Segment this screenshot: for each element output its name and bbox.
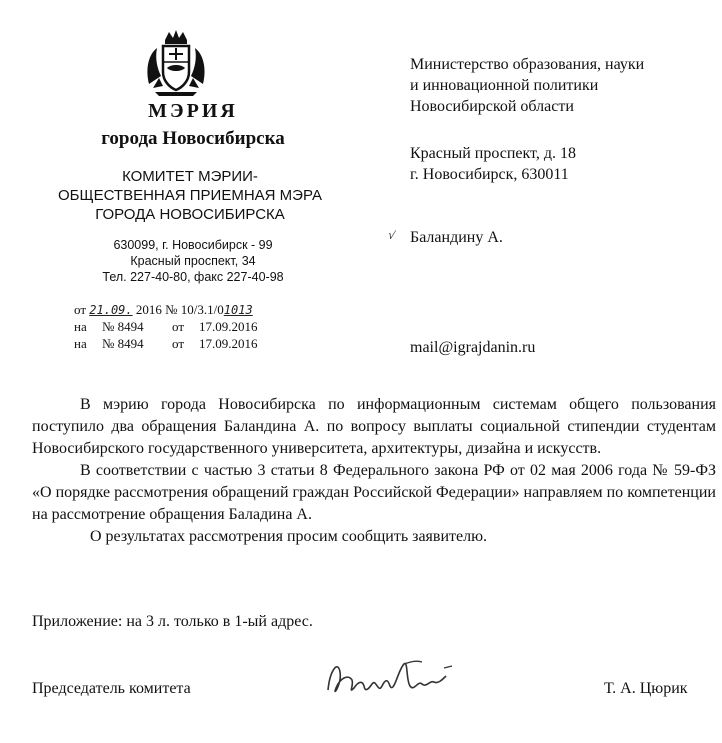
committee-name — [20, 167, 360, 224]
body-paragraph: О результатах рассмотрения просим сообщить заявителю. — [90, 528, 488, 545]
recipient-address — [410, 143, 576, 185]
ref-from: от — [172, 336, 185, 351]
signatory-title: Председатель комитета — [32, 680, 191, 697]
ref-label: на — [74, 336, 87, 351]
letter-body — [32, 394, 716, 548]
sender-address — [40, 237, 346, 285]
recipient-line: Министерство образования, науки — [410, 56, 645, 73]
number-prefix: № 10/3.1/0 — [165, 302, 224, 317]
coat-of-arms-icon — [143, 28, 209, 98]
recipient-line: Новосибирской области — [410, 98, 574, 115]
handwritten-date: 21.09. — [89, 303, 133, 317]
sender-address-line: 630099, г. Новосибирск - 99 — [113, 238, 273, 252]
org-title-mayor: МЭРИЯ — [148, 100, 238, 122]
recipient-line: и инновационной политики — [410, 77, 599, 94]
org-title-city: города Новосибирска — [101, 128, 285, 149]
body-paragraph: В мэрию города Новосибирска по информационным системам общего пользования поступило два обращения Баландина А. по вопросу выплаты социальной стипендии студентам Новосибирского государственного университета, архитектуры, дизайна и искусств. — [32, 396, 716, 457]
body-paragraph: В соответствии с частью 3 статьи 8 Федерального закона РФ от 02 мая 2006 года № 59-ФЗ «О порядке рассмотрения обращений граждан Российской Федерации» направляем по компетенции на рассмотрение обращения Баладина А. — [32, 462, 716, 523]
ref-date: 17.09.2016 — [199, 336, 258, 351]
committee-line: КОМИТЕТ МЭРИИ- — [122, 168, 258, 185]
committee-line: ГОРОДА НОВОСИБИРСКА — [95, 206, 285, 223]
registration-block — [74, 301, 258, 352]
sender-address-line: Красный проспект, 34 — [130, 254, 256, 268]
sender-address-line: Тел. 227-40-80, факс 227-40-98 — [102, 270, 284, 284]
year: 2016 — [135, 302, 162, 317]
ref-date: 17.09.2016 — [199, 319, 258, 334]
incoming-ref-row — [74, 335, 258, 352]
signatory-name: Т. А. Цюрик — [604, 680, 688, 697]
handwritten-tick-mark: √ — [386, 227, 397, 243]
ref-number: № 8494 — [102, 336, 144, 351]
incoming-ref-row — [74, 318, 258, 335]
handwritten-number: 1013 — [223, 303, 253, 317]
attachment-note: Приложение: на 3 л. только в 1-ый адрес. — [32, 613, 313, 630]
date-prefix: от — [74, 302, 87, 317]
ref-label: на — [74, 319, 87, 334]
recipient-address-line: Красный проспект, д. 18 — [410, 145, 576, 162]
outgoing-number-row — [74, 301, 253, 318]
recipient-address-line: г. Новосибирск, 630011 — [410, 166, 569, 183]
ref-from: от — [172, 319, 185, 334]
ref-number: № 8494 — [102, 319, 144, 334]
handwritten-signature — [318, 650, 468, 708]
committee-line: ОБЩЕСТВЕННАЯ ПРИЕМНАЯ МЭРА — [58, 187, 322, 204]
recipient-email: mail@igrajdanin.ru — [410, 339, 536, 356]
addressee-name: Баландину А. — [410, 229, 503, 246]
recipient-organization — [410, 54, 644, 117]
